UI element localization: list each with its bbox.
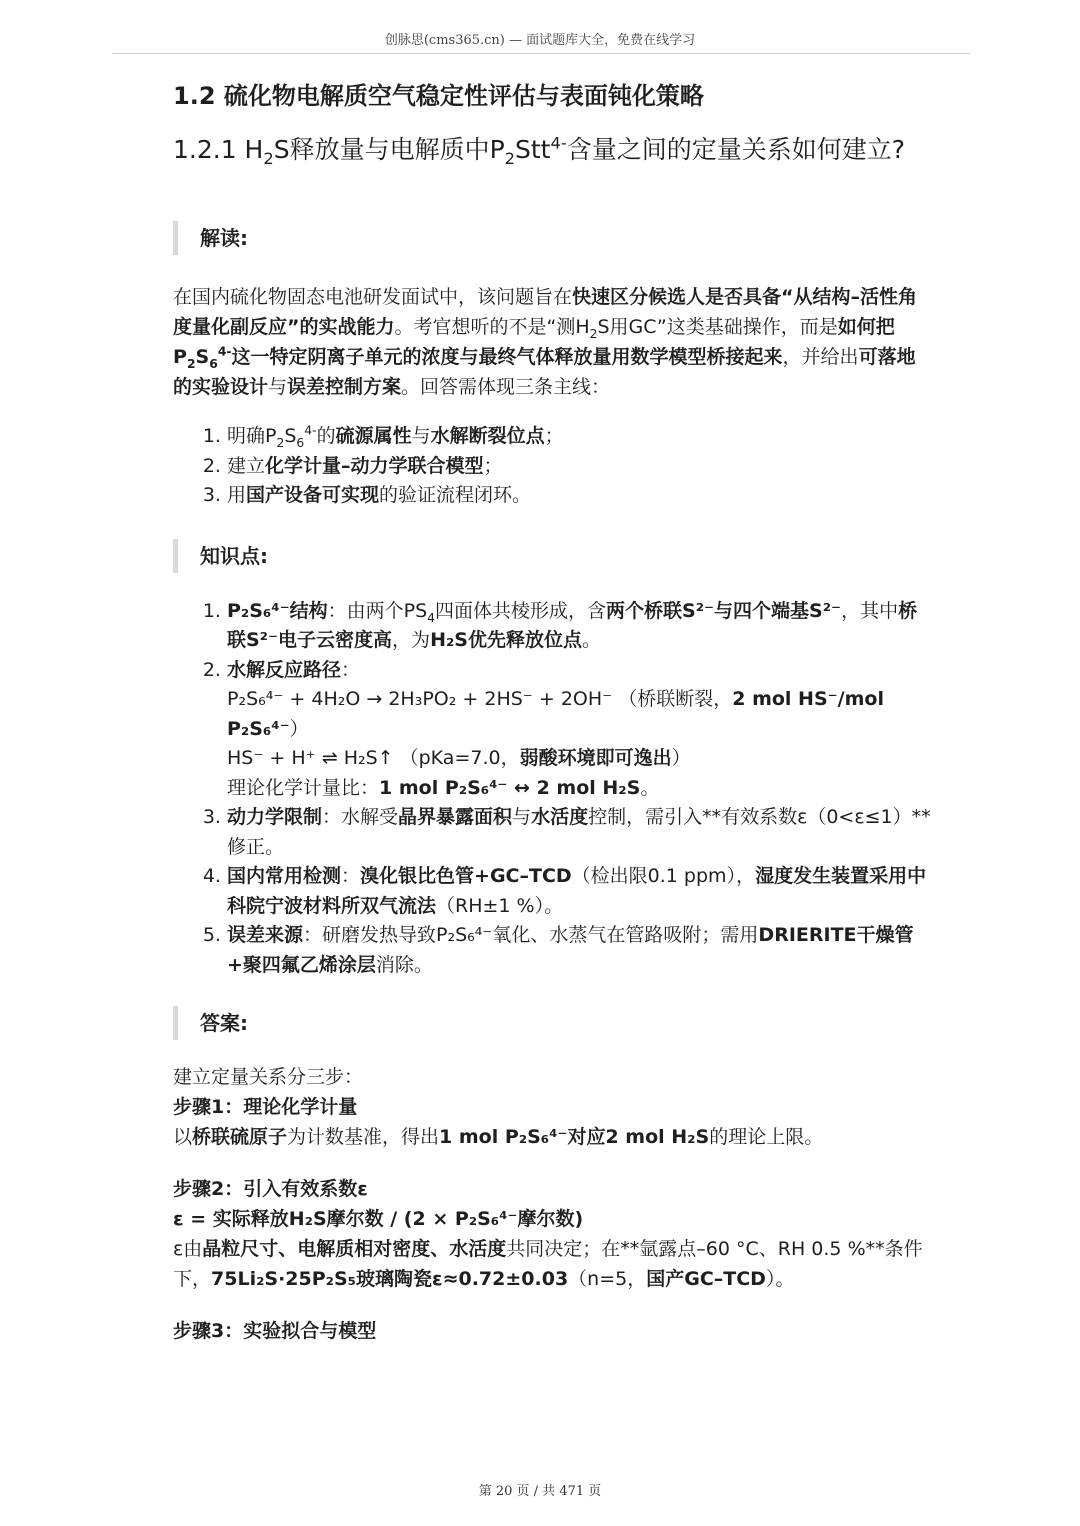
step2-formula: ε = 实际释放H₂S摩尔数 / (2 × P₂S₆⁴⁻摩尔数) (173, 1208, 584, 1230)
list-item: 1. P₂S₆⁴⁻结构：由两个$PS_4$四面体共棱形成，含两个桥联S²⁻与四个端基S²⁻，其中桥联S²⁻电子云密度高，为H₂S优先释放位点。 (227, 597, 933, 656)
step2-title: 步骤2：引入有效系数ε (173, 1178, 368, 1200)
list-item: 4. 国内常用检测：溴化银比色管+GC–TCD（检出限0.1 ppm），湿度发生装置采用中科院宁波材料所双气流法（RH±1 %）。 (227, 862, 933, 921)
list-item: 3. 用国产设备可实现的验证流程闭环。 (227, 481, 933, 511)
answer-callout: 答案: (173, 1006, 933, 1040)
list-item: 3. 动力学限制：水解受晶界暴露面积与水活度控制，需引入**有效系数ε（0<ε≤1）**修正。 (227, 803, 933, 862)
section-title: 1.2 硫化物电解质空气稳定性评估与表面钝化策略 (173, 82, 704, 110)
knowledge-list (173, 597, 933, 981)
list-item: 1. 明确$P_2S_6^{4-}$的硫源属性与水解断裂位点； (227, 422, 933, 452)
interp-paragraph: 在国内硫化物固态电池研发面试中，该问题旨在快速区分候选人是否具备“从结构–活性角度量化副反应”的实战能力。考官想听的不是“测$H_2S$用GC”这类基础操作，而是如何把$P_2S_6^{4-}$这一特定阴离子单元的浓度与最终气体释放量用数学模型桥接起来，并给出可落地的实验设计与误差控制方案。回答需体现三条主线： (173, 286, 918, 398)
list-item: 5. 误差来源：研磨发热导致P₂S₆⁴⁻氧化、水蒸气在管路吸附；需用DRIERITE干燥管+聚四氟乙烯涂层消除。 (227, 921, 933, 980)
step1-text: 以桥联硫原子为计数基准，得出1 mol P₂S₆⁴⁻对应2 mol H₂S的理论上限。 (173, 1126, 824, 1148)
page-header: 创脉思(cms365.cn) — 面试题库大全，免费在线学习 (384, 33, 696, 48)
list-item: 2. 建立化学计量–动力学联合模型； (227, 452, 933, 482)
interp-callout: 解读: (173, 221, 933, 255)
list-item: 2. 水解反应路径： P₂S₆⁴⁻ + 4H₂O → 2H₃PO₂ + 2HS⁻ + 2OH⁻ （桥联断裂，2 mol HS⁻/mol P₂S₆⁴⁻） HS⁻ + H⁺ ⇌ H₂S↑ （pKa=7.0，弱酸环境即可逸出） 理论化学计量比：1 mol P₂S₆⁴⁻ ↔ 2 mol H₂S。 (227, 656, 933, 804)
mainlines-list (173, 422, 933, 511)
answer-intro: 建立定量关系分三步： (173, 1066, 364, 1088)
page-content (173, 78, 933, 1346)
step1-title: 步骤1：理论化学计量 (173, 1096, 358, 1118)
header-divider (112, 53, 970, 54)
page-footer: 第 20 页 / 共 471 页 (478, 1484, 602, 1499)
subsection-title: 1.2.1 $H_2S$释放量与电解质中$P_2Stt^{4-}$含量之间的定量关系如何建立? (173, 133, 905, 168)
step2-text: ε由晶粒尺寸、电解质相对密度、水活度共同决定；在**氩露点–60 °C、RH 0.5 %**条件下，75Li₂S·25P₂S₅玻璃陶瓷ε≈0.72±0.03（n=5，国产GC–TCD）。 (173, 1238, 923, 1290)
knowledge-callout: 知识点: (173, 539, 933, 573)
step3-title: 步骤3：实验拟合与模型 (173, 1320, 377, 1342)
